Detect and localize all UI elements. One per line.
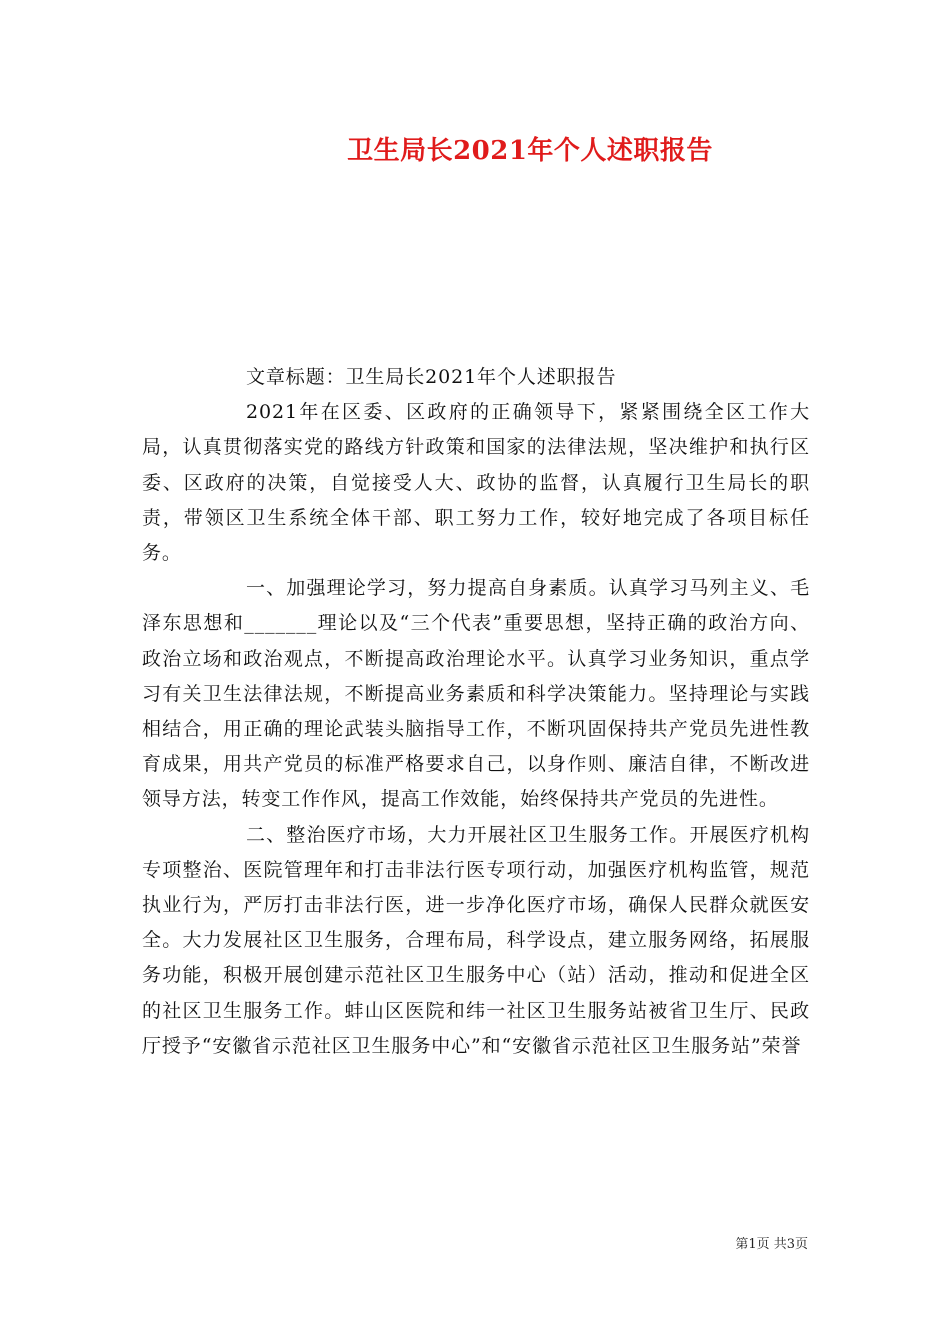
- document-title: 卫生局长2021年个人述职报告: [347, 136, 713, 166]
- article-title-label: 文章标题：卫生局长2021年个人述职报告: [246, 366, 617, 388]
- page-number: 第1页 共3页: [735, 1237, 808, 1252]
- document-body: [142, 360, 810, 1064]
- paragraph-intro: 2021年在区委、区政府的正确领导下，紧紧围绕全区工作大局，认真贯彻落实党的路线方针政策和国家的法律法规，坚决维护和执行区委、区政府的决策，自觉接受人大、政协的监督，认真履行卫生局长的职责，带领区卫生系统全体干部、职工努力工作，较好地完成了各项目标任务。: [142, 401, 810, 565]
- paragraph-section-two: 二、整治医疗市场，大力开展社区卫生服务工作。开展医疗机构专项整治、医院管理年和打击非法行医专项行动，加强医疗机构监管，规范执业行为，严厉打击非法行医，进一步净化医疗市场，确保人民群众就医安全。大力发展社区卫生服务，合理布局，科学设点，建立服务网络，拓展服务功能，积极开展创建示范社区卫生服务中心（站）活动，推动和促进全区的社区卫生服务工作。蚌山区医院和纬一社区卫生服务站被省卫生厅、民政厅授予“安徽省示范社区卫生服务中心”和“安徽省示范社区卫生服务站”荣誉: [142, 823, 810, 1057]
- paragraph-section-one: 一、加强理论学习，努力提高自身素质。认真学习马列主义、毛泽东思想和_______理论以及“三个代表”重要思想，坚持正确的政治方向、政治立场和政治观点，不断提高政治理论水平。认真学习业务知识，重点学习有关卫生法律法规，不断提高业务素质和科学决策能力。坚持理论与实践相结合，用正确的理论武装头脑指导工作，不断巩固保持共产党员先进性教育成果，用共产党员的标准严格要求自己，以身作则、廉洁自律，不断改进领导方法，转变工作作风，提高工作效能，始终保持共产党员的先进性。: [142, 577, 810, 811]
